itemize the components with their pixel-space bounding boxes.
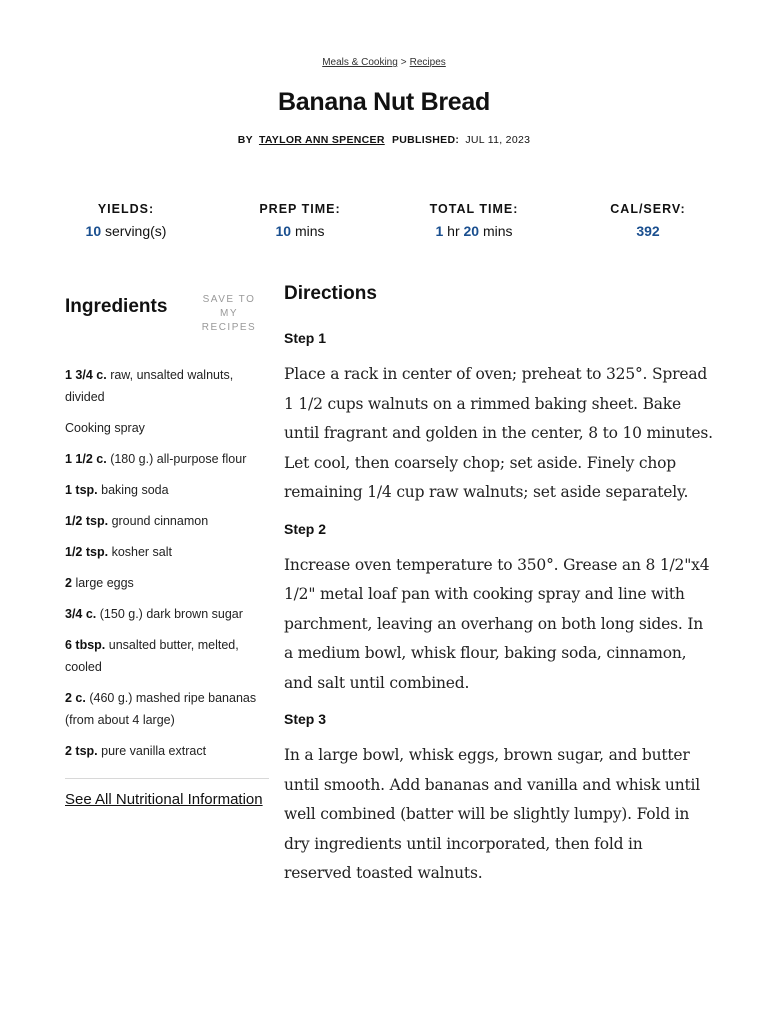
- ingredient-text: (180 g.) all-purpose flour: [110, 452, 247, 466]
- ingredient-quantity: 1 tsp.: [65, 483, 98, 497]
- ingredient-item: [65, 687, 269, 731]
- ingredients-title: Ingredients: [65, 296, 168, 317]
- byline-by: BY: [237, 134, 253, 146]
- see-all-nutritional-information-link[interactable]: See All Nutritional Information: [65, 791, 263, 808]
- directions-section: [284, 283, 714, 889]
- stat-yields-value: [46, 223, 206, 239]
- ingredient-quantity: 1/2 tsp.: [65, 514, 109, 528]
- ingredient-item: [65, 603, 269, 625]
- recipe-stats: [46, 202, 728, 239]
- ingredient-text: unsalted butter, melted, cooled: [65, 638, 239, 674]
- published-label: PUBLISHED:: [391, 134, 460, 146]
- ingredient-text: kosher salt: [111, 545, 173, 559]
- ingredient-text: (150 g.) dark brown sugar: [99, 607, 243, 621]
- ingredients-header: [65, 286, 269, 346]
- total-hours-number: 1: [435, 223, 444, 239]
- ingredient-item: [65, 479, 269, 501]
- ingredient-text: Cooking spray: [65, 421, 145, 435]
- ingredient-item: [65, 634, 269, 678]
- ingredient-quantity: 1 3/4 c.: [65, 368, 107, 382]
- ingredient-text: baking soda: [101, 483, 169, 497]
- divider: [65, 778, 269, 779]
- breadcrumb-link-meals-cooking[interactable]: Meals & Cooking: [322, 57, 398, 68]
- published-date: JUL 11, 2023: [465, 134, 531, 146]
- prep-unit: mins: [294, 223, 325, 239]
- directions-title: Directions: [284, 283, 377, 304]
- cal-number: 392: [636, 223, 660, 239]
- ingredient-text: pure vanilla extract: [101, 744, 207, 758]
- ingredient-quantity: 1/2 tsp.: [65, 545, 109, 559]
- yields-number: 10: [85, 223, 102, 239]
- ingredient-text: large eggs: [75, 576, 134, 590]
- ingredient-item: [65, 417, 269, 439]
- yields-unit: serving(s): [105, 223, 167, 239]
- step-label: Step 3: [284, 711, 327, 727]
- stat-yields-label: YIELDS:: [97, 202, 155, 216]
- save-to-my-recipes-button[interactable]: SAVE TO MY RECIPES: [201, 294, 257, 333]
- ingredients-list: [65, 364, 269, 762]
- page-title: Banana Nut Bread: [278, 88, 490, 116]
- stat-total-label: TOTAL TIME:: [429, 202, 519, 216]
- stat-prep-label: PREP TIME:: [259, 202, 341, 216]
- stat-prep-value: [220, 223, 380, 239]
- step-label: Step 2: [284, 520, 327, 537]
- ingredient-text: (460 g.) mashed ripe bananas (from about 4 large): [65, 691, 257, 727]
- ingredient-text: ground cinnamon: [111, 514, 209, 528]
- step-text: Place a rack in center of oven; preheat to 325°. Spread 1 1/2 cups walnuts on a rimmed baking sheet. Bake until fragrant and golden in the center, 8 to 10 minutes. Let cool, then coarsely chop; set aside. Finely chop remaining 1/4 cup raw walnuts; set aside separately.: [284, 365, 713, 501]
- ingredient-item: [65, 364, 269, 408]
- prep-number: 10: [275, 223, 292, 239]
- ingredient-quantity: 2 tsp.: [65, 744, 98, 758]
- byline: [0, 134, 768, 146]
- step-text: Increase oven temperature to 350°. Grease an 8 1/2"x4 1/2" metal loaf pan with cooking spray and line with parchment, leaving an overhang on both long sides. In a medium bowl, whisk flour, baking soda, cinnamon, and salt until combined.: [284, 555, 710, 692]
- total-mins-unit: mins: [482, 223, 513, 239]
- ingredient-item: [65, 740, 269, 762]
- author-link[interactable]: TAYLOR ANN SPENCER: [258, 134, 385, 146]
- step-text: In a large bowl, whisk eggs, brown sugar, and butter until smooth. Add bananas and vanilla and whisk until well combined (batter will be slightly lumpy). Fold in dry ingredients until incorporated, then fold in reserved toasted walnuts.: [284, 746, 701, 882]
- stat-cal-value: [568, 223, 728, 239]
- ingredient-quantity: 6 tbsp.: [65, 638, 106, 652]
- breadcrumb-separator: >: [400, 57, 407, 68]
- stat-cal-label: CAL/SERV:: [610, 202, 686, 216]
- stat-prep-time: [220, 202, 380, 239]
- ingredient-quantity: 1 1/2 c.: [65, 452, 107, 466]
- ingredient-quantity: 2: [65, 576, 72, 590]
- ingredient-item: [65, 448, 269, 470]
- ingredient-text: raw, unsalted walnuts, divided: [65, 368, 234, 404]
- stat-total-time: [394, 202, 554, 239]
- step-label: Step 1: [284, 330, 327, 346]
- total-hours-unit: hr: [447, 223, 460, 239]
- total-mins-number: 20: [463, 223, 480, 239]
- breadcrumb: [0, 57, 768, 68]
- ingredient-quantity: 3/4 c.: [65, 607, 97, 621]
- ingredient-item: [65, 541, 269, 563]
- breadcrumb-link-recipes[interactable]: Recipes: [409, 57, 446, 68]
- stat-calories: [568, 202, 728, 239]
- ingredient-item: [65, 572, 269, 594]
- ingredient-item: [65, 510, 269, 532]
- stat-total-value: [394, 223, 554, 239]
- stat-yields: [46, 202, 206, 239]
- ingredient-quantity: 2 c.: [65, 691, 86, 705]
- ingredients-section: [65, 286, 269, 811]
